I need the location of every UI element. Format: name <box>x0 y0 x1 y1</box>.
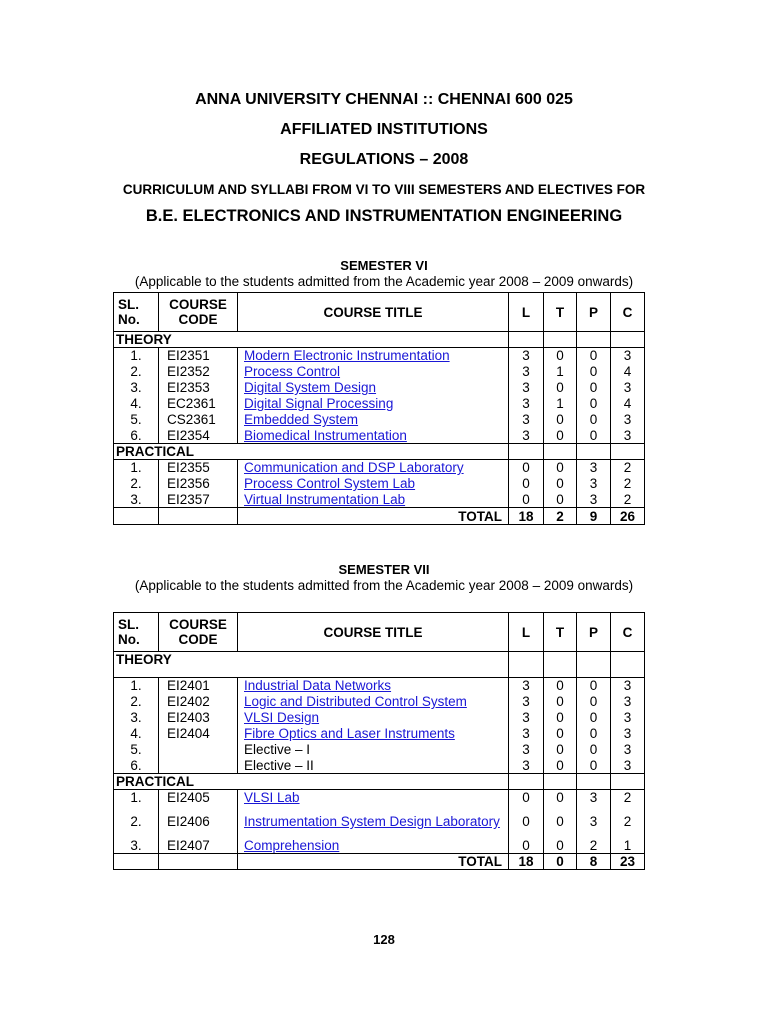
course-sl: 1. <box>114 678 159 694</box>
course-title-link[interactable]: Digital Signal Processing <box>244 396 394 411</box>
course-l: 0 <box>509 476 544 492</box>
total-t: 0 <box>544 854 577 870</box>
course-code <box>159 742 238 758</box>
col-t: T <box>544 293 577 332</box>
course-title-link[interactable]: Process Control System Lab <box>244 476 416 491</box>
course-l: 0 <box>509 806 544 838</box>
semester-vi-table <box>113 292 645 525</box>
course-title-link[interactable]: Comprehension <box>244 837 340 853</box>
course-l: 3 <box>509 710 544 726</box>
col-l: L <box>509 293 544 332</box>
course-code: EI2403 <box>159 710 238 726</box>
course-l: 3 <box>509 396 544 412</box>
course-p: 3 <box>577 492 611 508</box>
course-sl: 2. <box>114 364 159 380</box>
course-c: 3 <box>611 380 645 396</box>
course-p: 0 <box>577 694 611 710</box>
course-title-link[interactable]: Instrumentation System Design Laboratory <box>244 814 500 829</box>
course-title: Elective – I <box>238 742 509 758</box>
course-l: 0 <box>509 492 544 508</box>
course-code: EI2353 <box>159 380 238 396</box>
course-p: 0 <box>577 396 611 412</box>
section-label: THEORY <box>114 652 509 678</box>
course-code: CS2361 <box>159 412 238 428</box>
course-t: 0 <box>544 412 577 428</box>
university-heading: ANNA UNIVERSITY CHENNAI :: CHENNAI 600 025 <box>195 91 573 108</box>
section-row-practical <box>114 444 645 460</box>
total-c: 26 <box>611 508 645 525</box>
section-label: THEORY <box>114 332 509 348</box>
course-code: EI2355 <box>159 460 238 476</box>
course-title-link[interactable]: Biomedical Instrumentation <box>244 427 407 443</box>
course-title-cell <box>238 364 509 380</box>
course-code: EI2351 <box>159 348 238 364</box>
section-label: PRACTICAL <box>114 774 509 790</box>
course-t: 0 <box>544 492 577 508</box>
course-sl: 3. <box>114 380 159 396</box>
course-l: 0 <box>509 838 544 854</box>
course-t: 0 <box>544 348 577 364</box>
course-title-link[interactable]: VLSI Lab <box>244 790 300 806</box>
course-t: 0 <box>544 380 577 396</box>
course-t: 0 <box>544 428 577 444</box>
course-t: 0 <box>544 460 577 476</box>
course-l: 0 <box>509 790 544 806</box>
course-row <box>114 492 645 508</box>
course-c: 4 <box>611 396 645 412</box>
course-sl: 2. <box>114 694 159 710</box>
course-l: 3 <box>509 758 544 774</box>
course-c: 2 <box>611 460 645 476</box>
course-code: EI2354 <box>159 428 238 444</box>
total-label: TOTAL <box>238 508 509 525</box>
course-t: 1 <box>544 396 577 412</box>
course-c: 4 <box>611 364 645 380</box>
course-sl: 5. <box>114 742 159 758</box>
course-title-cell <box>238 678 509 694</box>
col-sl: SL. No. <box>114 293 159 332</box>
course-row <box>114 460 645 476</box>
course-c: 3 <box>611 742 645 758</box>
course-sl: 6. <box>114 428 159 444</box>
col-code: COURSE CODE <box>159 613 238 652</box>
semester-vi-title: SEMESTER VI <box>340 258 428 273</box>
course-code: EI2402 <box>159 694 238 710</box>
total-row <box>114 854 645 870</box>
semester-vii-table <box>113 612 645 870</box>
course-row <box>114 758 645 774</box>
course-row <box>114 726 645 742</box>
course-c: 1 <box>611 838 645 854</box>
curriculum-heading: CURRICULUM AND SYLLABI FROM VI TO VIII SEMESTERS AND ELECTIVES FOR <box>122 182 646 197</box>
course-l: 3 <box>509 428 544 444</box>
course-title-link[interactable]: Fibre Optics and Laser Instruments <box>244 726 455 741</box>
course-t: 0 <box>544 710 577 726</box>
course-c: 2 <box>611 492 645 508</box>
course-sl: 3. <box>114 838 159 854</box>
regulations-heading: REGULATIONS – 2008 <box>299 151 469 168</box>
course-p: 3 <box>577 806 611 838</box>
total-p: 8 <box>577 854 611 870</box>
course-sl: 6. <box>114 758 159 774</box>
course-title-cell <box>238 694 509 710</box>
section-row-practical <box>114 774 645 790</box>
course-row <box>114 710 645 726</box>
course-p: 0 <box>577 364 611 380</box>
course-p: 0 <box>577 380 611 396</box>
course-p: 3 <box>577 790 611 806</box>
affiliated-heading: AFFILIATED INSTITUTIONS <box>280 121 488 138</box>
course-p: 0 <box>577 412 611 428</box>
course-c: 3 <box>611 710 645 726</box>
page-number: 128 <box>373 932 395 947</box>
course-row <box>114 694 645 710</box>
course-title-cell <box>238 380 509 396</box>
total-l: 18 <box>509 508 544 525</box>
course-title-link[interactable]: Digital System Design <box>244 380 377 395</box>
course-t: 0 <box>544 790 577 806</box>
course-sl: 1. <box>114 790 159 806</box>
course-t: 0 <box>544 694 577 710</box>
total-p: 9 <box>577 508 611 525</box>
course-title-cell <box>238 412 509 428</box>
course-title-cell <box>238 396 509 412</box>
course-code: EI2357 <box>159 492 238 508</box>
course-p: 3 <box>577 476 611 492</box>
course-title-link[interactable]: Embedded System <box>244 412 359 427</box>
course-title-cell <box>238 348 509 364</box>
course-code: EI2352 <box>159 364 238 380</box>
course-title-link[interactable]: Industrial Data Networks <box>244 678 392 694</box>
course-row <box>114 678 645 694</box>
course-row <box>114 742 645 758</box>
course-row <box>114 476 645 492</box>
course-row <box>114 412 645 428</box>
course-c: 3 <box>611 678 645 694</box>
programme-heading: B.E. ELECTRONICS AND INSTRUMENTATION ENGINEERING <box>145 207 623 225</box>
course-t: 0 <box>544 742 577 758</box>
course-sl: 3. <box>114 492 159 508</box>
course-code: EI2407 <box>159 838 238 854</box>
course-sl: 2. <box>114 806 159 838</box>
semester-vi-note: (Applicable to the students admitted from the Academic year 2008 – 2009 onwards) <box>134 274 634 289</box>
course-title-cell <box>238 726 509 742</box>
course-l: 3 <box>509 364 544 380</box>
course-row <box>114 396 645 412</box>
course-l: 3 <box>509 380 544 396</box>
course-l: 0 <box>509 460 544 476</box>
course-t: 0 <box>544 838 577 854</box>
course-l: 3 <box>509 412 544 428</box>
course-title-cell <box>238 790 509 806</box>
total-label: TOTAL <box>238 854 509 870</box>
course-row <box>114 806 645 838</box>
course-t: 0 <box>544 678 577 694</box>
course-p: 0 <box>577 678 611 694</box>
section-row-theory <box>114 652 645 678</box>
col-p: P <box>577 613 611 652</box>
course-sl: 2. <box>114 476 159 492</box>
course-row <box>114 348 645 364</box>
course-sl: 4. <box>114 726 159 742</box>
course-title-link[interactable]: Virtual Instrumentation Lab <box>244 491 406 507</box>
course-p: 3 <box>577 460 611 476</box>
course-title: Elective – II <box>238 758 509 774</box>
course-p: 0 <box>577 348 611 364</box>
course-title-cell <box>238 492 509 508</box>
col-code: COURSE CODE <box>159 293 238 332</box>
course-p: 0 <box>577 726 611 742</box>
course-t: 0 <box>544 758 577 774</box>
course-code: EI2356 <box>159 476 238 492</box>
total-row <box>114 508 645 525</box>
course-sl: 4. <box>114 396 159 412</box>
course-code: EI2406 <box>159 806 238 838</box>
course-title-cell <box>238 806 509 838</box>
course-p: 0 <box>577 758 611 774</box>
col-sl: SL. No. <box>114 613 159 652</box>
course-sl: 3. <box>114 710 159 726</box>
course-c: 2 <box>611 476 645 492</box>
col-c: C <box>611 293 645 332</box>
course-l: 3 <box>509 742 544 758</box>
total-t: 2 <box>544 508 577 525</box>
table-header-row <box>114 293 645 332</box>
course-code <box>159 758 238 774</box>
course-t: 1 <box>544 364 577 380</box>
course-row <box>114 790 645 806</box>
col-t: T <box>544 613 577 652</box>
course-code: EC2361 <box>159 396 238 412</box>
course-t: 0 <box>544 726 577 742</box>
course-sl: 1. <box>114 348 159 364</box>
course-sl: 5. <box>114 412 159 428</box>
course-code: EI2404 <box>159 726 238 742</box>
course-c: 3 <box>611 694 645 710</box>
course-title-link[interactable]: Logic and Distributed Control System <box>244 694 467 709</box>
col-l: L <box>509 613 544 652</box>
course-title-cell <box>238 838 509 854</box>
course-title-cell <box>238 428 509 444</box>
course-row <box>114 380 645 396</box>
course-c: 3 <box>611 348 645 364</box>
col-p: P <box>577 293 611 332</box>
course-p: 0 <box>577 742 611 758</box>
course-sl: 1. <box>114 460 159 476</box>
course-title-cell <box>238 476 509 492</box>
total-l: 18 <box>509 854 544 870</box>
total-c: 23 <box>611 854 645 870</box>
course-p: 2 <box>577 838 611 854</box>
course-t: 0 <box>544 806 577 838</box>
course-p: 0 <box>577 710 611 726</box>
col-title: COURSE TITLE <box>238 293 509 332</box>
semester-vii-note: (Applicable to the students admitted from the Academic year 2008 – 2009 onwards) <box>134 578 634 593</box>
course-l: 3 <box>509 726 544 742</box>
course-l: 3 <box>509 694 544 710</box>
course-t: 0 <box>544 476 577 492</box>
course-c: 2 <box>611 790 645 806</box>
course-c: 3 <box>611 428 645 444</box>
course-row <box>114 428 645 444</box>
course-row <box>114 838 645 854</box>
course-p: 0 <box>577 428 611 444</box>
course-title-link[interactable]: VLSI Design <box>244 710 320 725</box>
course-row <box>114 364 645 380</box>
semester-vii-title: SEMESTER VII <box>338 562 430 577</box>
course-title-cell <box>238 710 509 726</box>
course-title-link[interactable]: Process Control <box>244 364 341 379</box>
course-l: 3 <box>509 678 544 694</box>
course-code: EI2405 <box>159 790 238 806</box>
course-c: 3 <box>611 412 645 428</box>
course-c: 3 <box>611 758 645 774</box>
course-title-link[interactable]: Modern Electronic Instrumentation <box>244 348 450 364</box>
section-label: PRACTICAL <box>114 444 509 460</box>
section-row-theory <box>114 332 645 348</box>
col-title: COURSE TITLE <box>238 613 509 652</box>
course-code: EI2401 <box>159 678 238 694</box>
course-title-link[interactable]: Communication and DSP Laboratory <box>244 460 464 476</box>
col-c: C <box>611 613 645 652</box>
course-l: 3 <box>509 348 544 364</box>
course-c: 3 <box>611 726 645 742</box>
table-header-row <box>114 613 645 652</box>
course-c: 2 <box>611 806 645 838</box>
course-title-cell <box>238 460 509 476</box>
